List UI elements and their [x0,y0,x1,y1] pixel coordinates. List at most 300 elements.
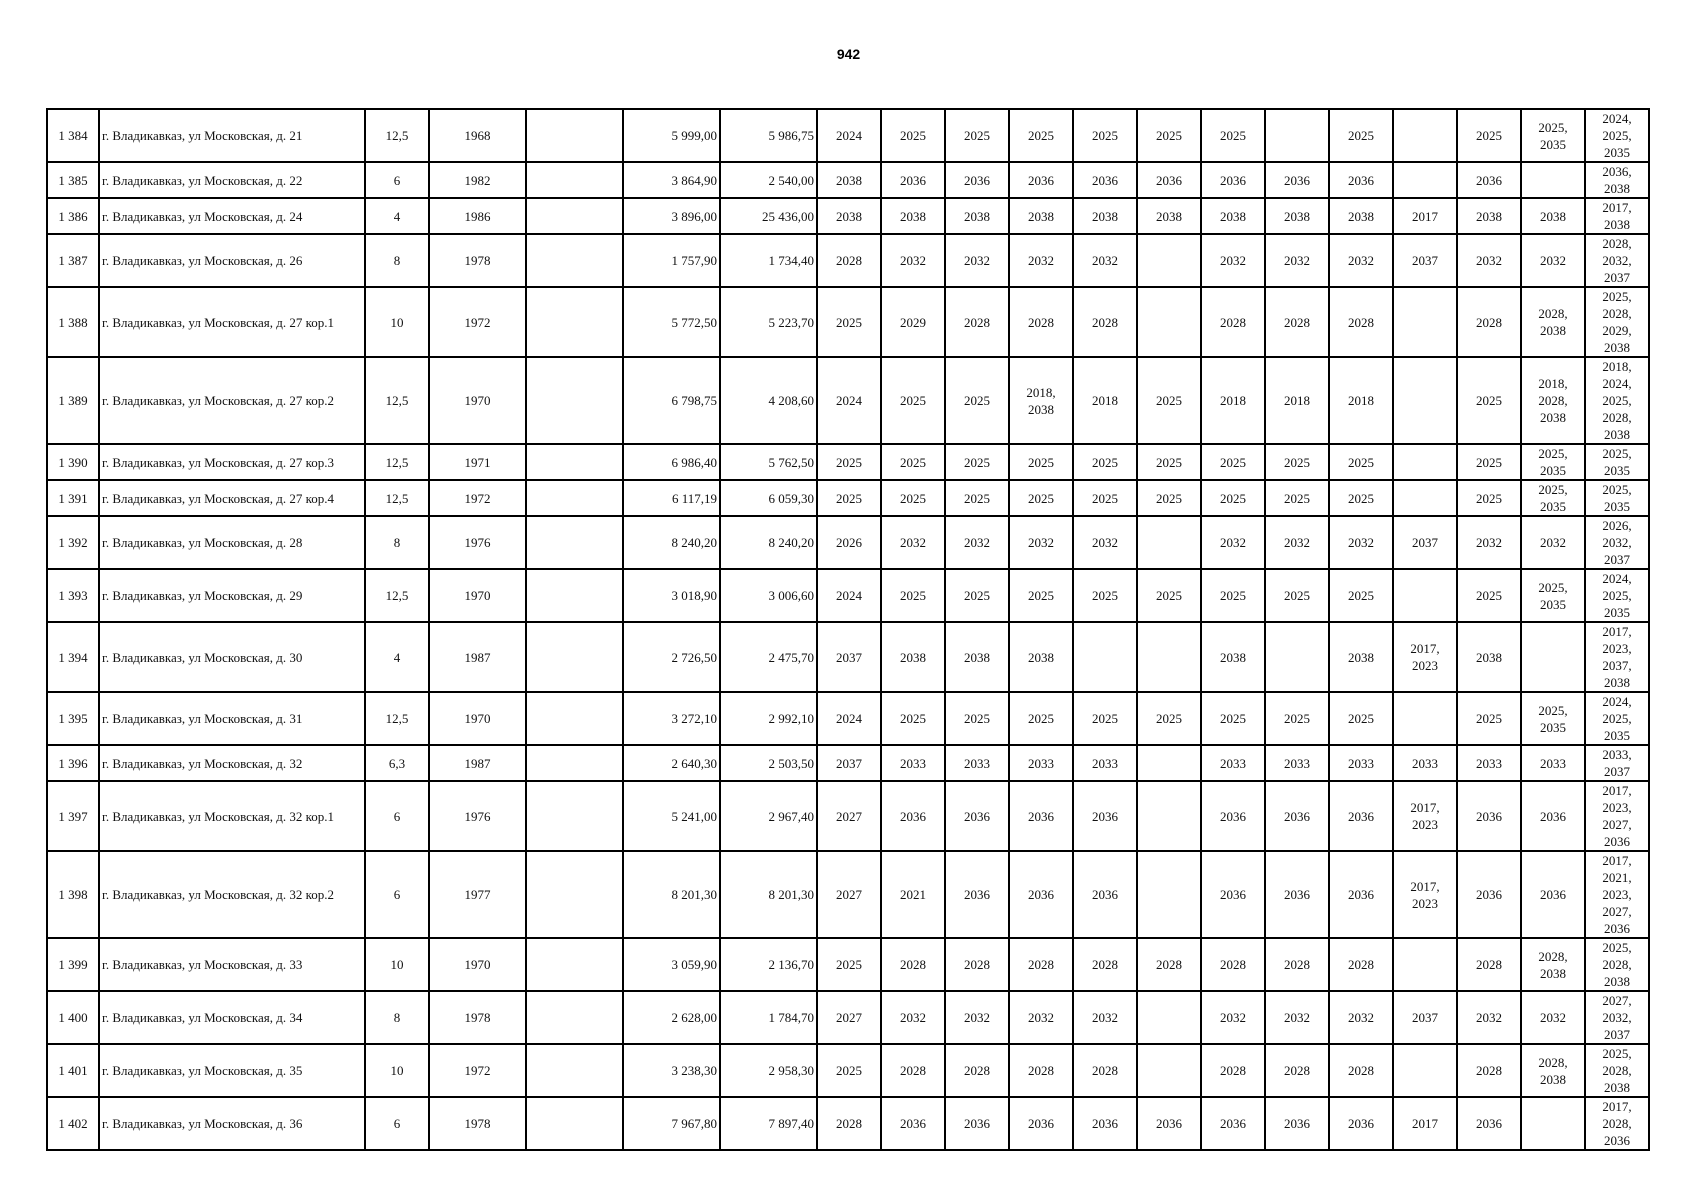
year-plan-cell: 2025, 2035 [1521,444,1585,480]
year-plan-cell: 2032 [1329,991,1393,1044]
year-plan-cell: 2033 [1521,745,1585,781]
year-plan-cell: 2032 [1201,991,1265,1044]
address-cell: г. Владикавказ, ул Московская, д. 26 [99,234,365,287]
floors-cell: 8 [365,516,429,569]
floors-cell: 12,5 [365,569,429,622]
year-cell: 1970 [429,692,526,745]
year-plan-cell: 2025 [1137,109,1201,162]
floors-cell: 4 [365,622,429,692]
total-area-cell: 6 117,19 [623,480,720,516]
year-plan-cell: 2025 [1137,444,1201,480]
total-area-cell: 8 201,30 [623,851,720,938]
row-id-cell: 1 384 [47,109,99,162]
year-plan-cell: 2017, 2028, 2036 [1585,1097,1649,1150]
living-area-cell: 3 006,60 [720,569,817,622]
year-plan-cell: 2038 [1457,622,1521,692]
year-plan-cell: 2036 [1137,1097,1201,1150]
year-plan-cell: 2017, 2023 [1393,781,1457,851]
year-cell: 1970 [429,569,526,622]
address-cell: г. Владикавказ, ул Московская, д. 31 [99,692,365,745]
year-plan-cell [1137,851,1201,938]
floors-cell: 10 [365,287,429,357]
year-plan-cell: 2032 [1201,234,1265,287]
address-cell: г. Владикавказ, ул Московская, д. 27 кор.3 [99,444,365,480]
year-plan-cell: 2036 [881,162,945,198]
year-plan-cell: 2036 [945,162,1009,198]
year-plan-cell: 2028 [881,1044,945,1097]
year-plan-cell: 2036 [1457,781,1521,851]
year-plan-cell: 2025 [881,357,945,444]
table-row [47,745,1649,781]
total-area-cell: 5 999,00 [623,109,720,162]
year-cell: 1970 [429,357,526,444]
floors-cell: 6,3 [365,745,429,781]
blank-cell [526,109,623,162]
address-cell: г. Владикавказ, ул Московская, д. 28 [99,516,365,569]
year-plan-cell: 2025 [1201,444,1265,480]
total-area-cell: 3 238,30 [623,1044,720,1097]
year-plan-cell: 2028 [817,234,881,287]
year-plan-cell: 2017 [1393,1097,1457,1150]
year-plan-cell: 2028 [1009,938,1073,991]
address-cell: г. Владикавказ, ул Московская, д. 30 [99,622,365,692]
blank-cell [526,198,623,234]
table-row [47,480,1649,516]
year-plan-cell: 2025 [1265,569,1329,622]
year-plan-cell: 2032 [1201,516,1265,569]
year-plan-cell: 2032 [1329,516,1393,569]
row-id-cell: 1 390 [47,444,99,480]
floors-cell: 6 [365,1097,429,1150]
year-plan-cell: 2036 [1265,1097,1329,1150]
year-plan-cell: 2025 [1457,109,1521,162]
blank-cell [526,287,623,357]
year-cell: 1971 [429,444,526,480]
year-plan-cell: 2032 [1521,234,1585,287]
year-plan-cell: 2038 [945,198,1009,234]
living-area-cell: 2 958,30 [720,1044,817,1097]
year-cell: 1972 [429,480,526,516]
year-plan-cell: 2036 [1329,162,1393,198]
year-plan-cell: 2025 [881,569,945,622]
floors-cell: 6 [365,162,429,198]
table-row [47,938,1649,991]
blank-cell [526,357,623,444]
year-plan-cell: 2025 [881,692,945,745]
year-plan-cell: 2025 [1201,692,1265,745]
year-plan-cell: 2032 [1265,991,1329,1044]
year-plan-cell: 2028 [945,1044,1009,1097]
year-plan-cell: 2036, 2038 [1585,162,1649,198]
year-plan-cell: 2025 [1265,480,1329,516]
year-cell: 1968 [429,109,526,162]
year-plan-cell: 2025 [1201,109,1265,162]
year-plan-cell: 2038 [1009,622,1073,692]
year-cell: 1978 [429,991,526,1044]
blank-cell [526,692,623,745]
year-plan-cell: 2036 [945,781,1009,851]
year-plan-cell: 2028 [1329,938,1393,991]
year-plan-cell: 2025 [945,357,1009,444]
floors-cell: 10 [365,938,429,991]
blank-cell [526,162,623,198]
year-plan-cell: 2032 [881,516,945,569]
year-plan-cell: 2027, 2032, 2037 [1585,991,1649,1044]
year-plan-cell: 2038 [1265,198,1329,234]
year-plan-cell: 2036 [1009,162,1073,198]
blank-cell [526,1097,623,1150]
year-plan-cell: 2036 [1201,851,1265,938]
living-area-cell: 2 475,70 [720,622,817,692]
year-plan-cell: 2028 [881,938,945,991]
year-plan-cell [1073,622,1137,692]
year-plan-cell: 2025 [1009,444,1073,480]
year-plan-cell: 2032 [1521,516,1585,569]
living-area-cell: 7 897,40 [720,1097,817,1150]
year-plan-cell: 2017, 2023, 2027, 2036 [1585,781,1649,851]
year-plan-cell: 2025 [1009,109,1073,162]
year-plan-cell: 2036 [881,1097,945,1150]
year-plan-cell: 2036 [1265,162,1329,198]
address-cell: г. Владикавказ, ул Московская, д. 29 [99,569,365,622]
year-plan-cell [1393,444,1457,480]
year-plan-cell: 2024, 2025, 2035 [1585,109,1649,162]
year-plan-cell: 2026, 2032, 2037 [1585,516,1649,569]
year-plan-cell: 2024 [817,109,881,162]
row-id-cell: 1 391 [47,480,99,516]
table-row [47,287,1649,357]
year-plan-cell: 2028 [1265,1044,1329,1097]
year-plan-cell: 2033 [1393,745,1457,781]
year-plan-cell: 2033 [1329,745,1393,781]
table-row [47,516,1649,569]
table-row [47,198,1649,234]
year-plan-cell: 2036 [1265,851,1329,938]
year-plan-cell [1393,357,1457,444]
year-plan-cell: 2025 [1201,480,1265,516]
row-id-cell: 1 387 [47,234,99,287]
floors-cell: 12,5 [365,109,429,162]
year-plan-cell [1265,109,1329,162]
year-plan-cell: 2033 [1265,745,1329,781]
floors-cell: 8 [365,234,429,287]
address-cell: г. Владикавказ, ул Московская, д. 27 кор.1 [99,287,365,357]
year-plan-cell: 2028, 2038 [1521,287,1585,357]
blank-cell [526,1044,623,1097]
year-plan-cell: 2028 [1329,1044,1393,1097]
year-plan-cell [1137,287,1201,357]
table-row [47,851,1649,938]
year-plan-cell: 2025 [1265,444,1329,480]
year-plan-cell: 2032 [945,234,1009,287]
blank-cell [526,781,623,851]
floors-cell: 4 [365,198,429,234]
row-id-cell: 1 398 [47,851,99,938]
row-id-cell: 1 393 [47,569,99,622]
year-plan-cell: 2028 [945,938,1009,991]
year-plan-cell: 2025 [1329,444,1393,480]
year-plan-cell: 2028 [1457,1044,1521,1097]
year-plan-cell: 2036 [945,851,1009,938]
year-plan-cell [1521,622,1585,692]
year-plan-cell: 2028, 2032, 2037 [1585,234,1649,287]
blank-cell [526,569,623,622]
year-plan-cell [1393,692,1457,745]
total-area-cell: 2 640,30 [623,745,720,781]
year-plan-cell: 2025 [1457,357,1521,444]
year-cell: 1976 [429,781,526,851]
year-plan-cell [1137,991,1201,1044]
year-plan-cell: 2038 [1201,622,1265,692]
year-plan-cell: 2038 [1009,198,1073,234]
year-plan-cell: 2033 [1457,745,1521,781]
row-id-cell: 1 401 [47,1044,99,1097]
year-plan-cell: 2025 [1073,480,1137,516]
year-plan-cell: 2028 [1009,287,1073,357]
year-plan-cell: 2017, 2023, 2037, 2038 [1585,622,1649,692]
year-cell: 1987 [429,745,526,781]
year-plan-cell: 2036 [1457,851,1521,938]
year-plan-cell: 2025 [1457,692,1521,745]
row-id-cell: 1 389 [47,357,99,444]
year-plan-cell: 2028 [1201,1044,1265,1097]
year-plan-cell: 2038 [1137,198,1201,234]
year-plan-cell: 2032 [1457,234,1521,287]
year-cell: 1986 [429,198,526,234]
year-plan-cell: 2025 [817,287,881,357]
year-plan-cell: 2032 [945,516,1009,569]
year-plan-cell: 2025 [945,692,1009,745]
year-plan-cell: 2028 [1073,287,1137,357]
year-plan-cell: 2018, 2028, 2038 [1521,357,1585,444]
table-row [47,569,1649,622]
year-plan-cell: 2024, 2025, 2035 [1585,692,1649,745]
table-row [47,622,1649,692]
year-plan-cell: 2028 [1201,287,1265,357]
row-id-cell: 1 402 [47,1097,99,1150]
year-plan-cell: 2025 [1073,444,1137,480]
year-plan-cell: 2036 [1073,162,1137,198]
year-plan-cell: 2028 [1137,938,1201,991]
year-plan-cell: 2032 [1521,991,1585,1044]
year-plan-cell: 2038 [1329,198,1393,234]
year-plan-cell: 2036 [1521,851,1585,938]
total-area-cell: 8 240,20 [623,516,720,569]
table-row [47,357,1649,444]
year-plan-cell: 2032 [1073,991,1137,1044]
year-plan-cell: 2036 [1329,1097,1393,1150]
year-plan-cell: 2032 [1329,234,1393,287]
total-area-cell: 1 757,90 [623,234,720,287]
year-plan-cell: 2037 [817,622,881,692]
floors-cell: 12,5 [365,480,429,516]
year-plan-cell: 2032 [881,991,945,1044]
year-plan-cell [1137,781,1201,851]
living-area-cell: 1 734,40 [720,234,817,287]
year-plan-cell: 2032 [1009,516,1073,569]
year-plan-cell: 2025 [1073,569,1137,622]
blank-cell [526,480,623,516]
address-cell: г. Владикавказ, ул Московская, д. 32 [99,745,365,781]
living-area-cell: 2 967,40 [720,781,817,851]
floors-cell: 12,5 [365,444,429,480]
address-cell: г. Владикавказ, ул Московская, д. 24 [99,198,365,234]
housing-registry-table [46,108,1650,1151]
living-area-cell: 6 059,30 [720,480,817,516]
year-plan-cell: 2028 [1265,287,1329,357]
year-plan-cell: 2025 [1073,109,1137,162]
table-row [47,109,1649,162]
blank-cell [526,851,623,938]
year-cell: 1978 [429,234,526,287]
total-area-cell: 3 896,00 [623,198,720,234]
year-plan-cell: 2018 [1265,357,1329,444]
year-plan-cell [1137,622,1201,692]
year-plan-cell: 2025 [945,569,1009,622]
floors-cell: 6 [365,781,429,851]
year-plan-cell: 2025, 2028, 2038 [1585,1044,1649,1097]
total-area-cell: 2 726,50 [623,622,720,692]
table-row [47,1097,1649,1150]
table-row [47,444,1649,480]
address-cell: г. Владикавказ, ул Московская, д. 32 кор.2 [99,851,365,938]
year-plan-cell: 2025 [1137,569,1201,622]
blank-cell [526,622,623,692]
year-plan-cell [1137,1044,1201,1097]
year-plan-cell: 2018 [1201,357,1265,444]
living-area-cell: 4 208,60 [720,357,817,444]
year-plan-cell: 2038 [945,622,1009,692]
blank-cell [526,938,623,991]
floors-cell: 12,5 [365,357,429,444]
year-plan-cell: 2032 [1457,991,1521,1044]
living-area-cell: 2 136,70 [720,938,817,991]
total-area-cell: 3 059,90 [623,938,720,991]
address-cell: г. Владикавказ, ул Московская, д. 21 [99,109,365,162]
living-area-cell: 25 436,00 [720,198,817,234]
row-id-cell: 1 386 [47,198,99,234]
total-area-cell: 5 241,00 [623,781,720,851]
year-plan-cell: 2028 [945,287,1009,357]
year-plan-cell: 2033 [945,745,1009,781]
year-plan-cell: 2032 [1457,516,1521,569]
year-plan-cell: 2025 [1009,692,1073,745]
total-area-cell: 2 628,00 [623,991,720,1044]
total-area-cell: 6 986,40 [623,444,720,480]
year-plan-cell: 2036 [945,1097,1009,1150]
year-plan-cell: 2038 [817,198,881,234]
year-plan-cell: 2025 [1137,692,1201,745]
row-id-cell: 1 388 [47,287,99,357]
table-row [47,991,1649,1044]
year-plan-cell: 2038 [1073,198,1137,234]
year-plan-cell: 2036 [1073,851,1137,938]
year-plan-cell: 2024, 2025, 2035 [1585,569,1649,622]
row-id-cell: 1 394 [47,622,99,692]
year-plan-cell: 2028 [1073,1044,1137,1097]
year-plan-cell: 2025 [1457,480,1521,516]
year-plan-cell: 2024 [817,357,881,444]
blank-cell [526,991,623,1044]
living-area-cell: 2 503,50 [720,745,817,781]
year-plan-cell [1393,938,1457,991]
year-plan-cell: 2025, 2035 [1521,692,1585,745]
year-plan-cell: 2036 [1329,851,1393,938]
address-cell: г. Владикавказ, ул Московская, д. 34 [99,991,365,1044]
year-plan-cell [1521,1097,1585,1150]
year-cell: 1978 [429,1097,526,1150]
year-cell: 1982 [429,162,526,198]
year-plan-cell: 2024 [817,692,881,745]
living-area-cell: 5 223,70 [720,287,817,357]
year-plan-cell: 2025 [1329,480,1393,516]
year-cell: 1970 [429,938,526,991]
year-plan-cell: 2025 [1009,569,1073,622]
year-plan-cell: 2021 [881,851,945,938]
total-area-cell: 6 798,75 [623,357,720,444]
table-row [47,1044,1649,1097]
row-id-cell: 1 400 [47,991,99,1044]
year-plan-cell: 2025 [881,444,945,480]
year-plan-cell: 2032 [1265,234,1329,287]
year-plan-cell: 2032 [1265,516,1329,569]
year-plan-cell: 2028, 2038 [1521,1044,1585,1097]
year-plan-cell: 2028 [1009,1044,1073,1097]
year-plan-cell: 2025 [817,480,881,516]
blank-cell [526,234,623,287]
year-plan-cell: 2025 [881,480,945,516]
year-plan-cell: 2026 [817,516,881,569]
year-plan-cell: 2025, 2035 [1585,480,1649,516]
year-plan-cell: 2032 [1009,991,1073,1044]
year-plan-cell: 2028 [1073,938,1137,991]
year-plan-cell [1393,287,1457,357]
living-area-cell: 8 201,30 [720,851,817,938]
year-plan-cell [1393,162,1457,198]
floors-cell: 8 [365,991,429,1044]
address-cell: г. Владикавказ, ул Московская, д. 36 [99,1097,365,1150]
year-plan-cell: 2025, 2035 [1521,569,1585,622]
address-cell: г. Владикавказ, ул Московская, д. 22 [99,162,365,198]
year-plan-cell: 2038 [1329,622,1393,692]
address-cell: г. Владикавказ, ул Московская, д. 32 кор.1 [99,781,365,851]
blank-cell [526,444,623,480]
living-area-cell: 5 762,50 [720,444,817,480]
year-plan-cell: 2018 [1073,357,1137,444]
total-area-cell: 5 772,50 [623,287,720,357]
year-plan-cell: 2025, 2035 [1521,109,1585,162]
year-plan-cell: 2033, 2037 [1585,745,1649,781]
year-plan-cell [1137,234,1201,287]
year-plan-cell: 2025, 2028, 2029, 2038 [1585,287,1649,357]
living-area-cell: 5 986,75 [720,109,817,162]
year-plan-cell: 2024 [817,569,881,622]
year-plan-cell: 2025 [1329,692,1393,745]
blank-cell [526,516,623,569]
year-cell: 1987 [429,622,526,692]
year-plan-cell [1137,516,1201,569]
year-plan-cell: 2028 [1457,938,1521,991]
year-plan-cell: 2033 [1073,745,1137,781]
living-area-cell: 1 784,70 [720,991,817,1044]
year-plan-cell: 2038 [1521,198,1585,234]
row-id-cell: 1 392 [47,516,99,569]
year-plan-cell: 2037 [1393,234,1457,287]
year-plan-cell: 2036 [1009,1097,1073,1150]
year-plan-cell: 2036 [1265,781,1329,851]
year-plan-cell: 2038 [817,162,881,198]
table-row [47,162,1649,198]
